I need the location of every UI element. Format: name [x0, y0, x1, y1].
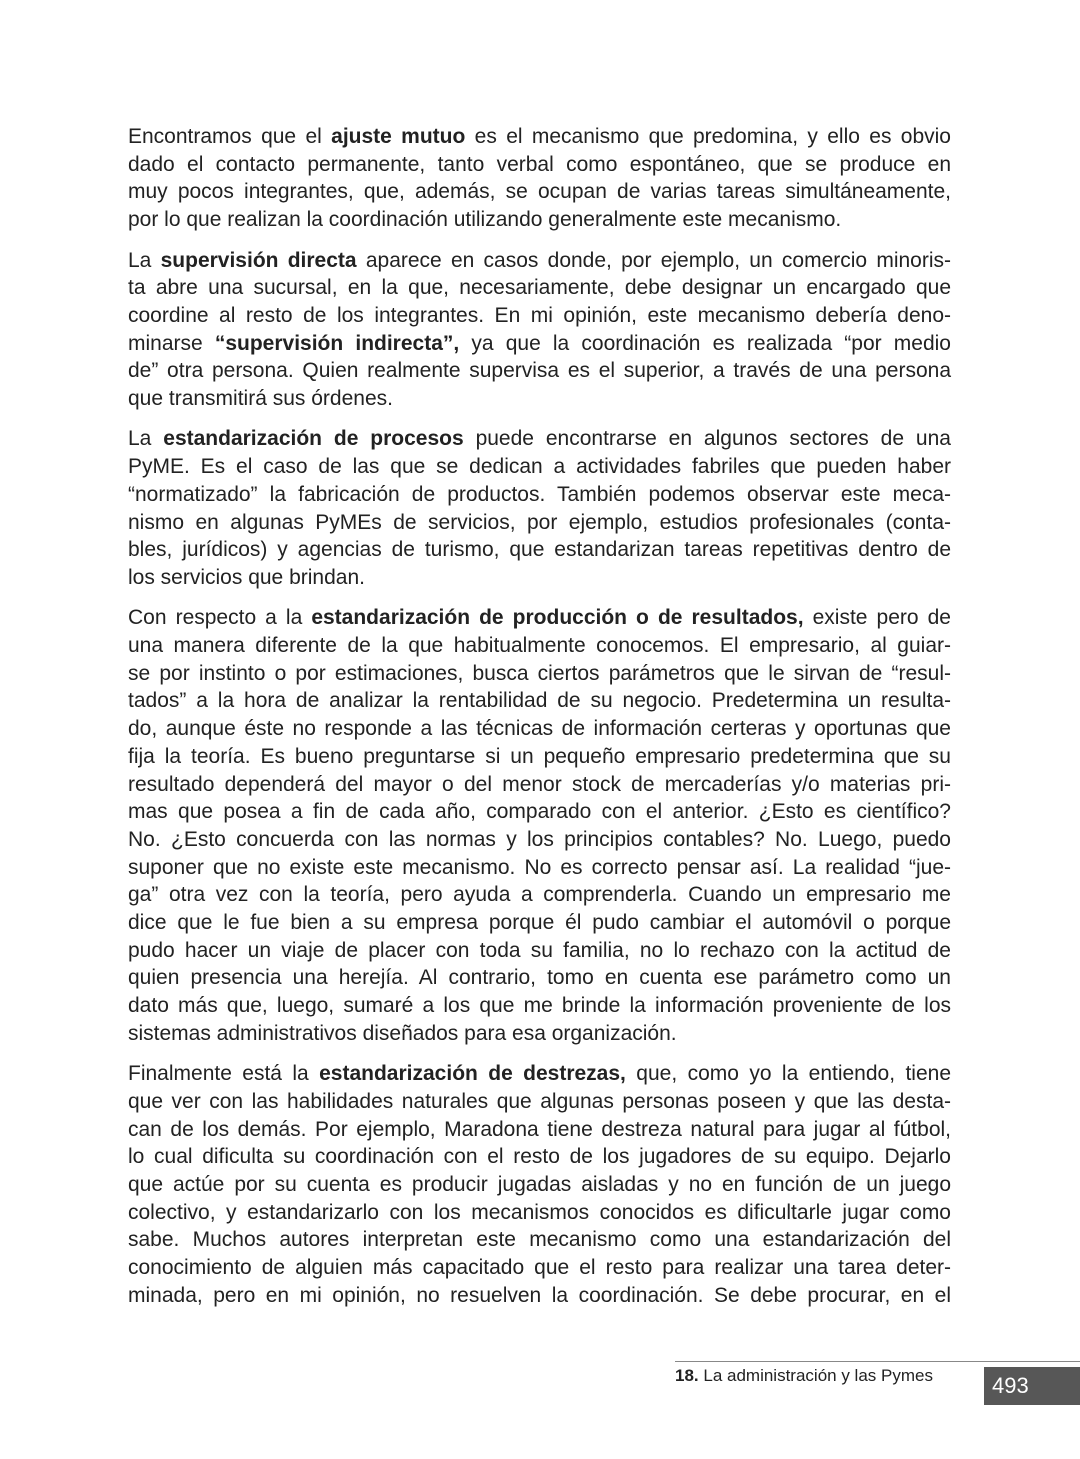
bold-term: estandarización de procesos [163, 427, 464, 451]
bold-term: “supervisión indirecta”, [214, 331, 460, 355]
text-span: aparece en casos donde, por ejemplo, un comercio minoris- [356, 248, 952, 272]
paragraph [128, 247, 951, 413]
text-line: los servicios que brindan. [128, 565, 365, 589]
bold-term: estandarización de producción o de resultados, [311, 606, 804, 630]
text-line: dice que le fue bien a su empresa porque él pudo cambiar el automóvil o porque [128, 910, 951, 934]
text-span: La [128, 427, 164, 451]
text-line: dado el contacto permanente, tanto verbal como espontáneo, que se produce en [128, 152, 951, 176]
text-line: “normatizado” la fabricación de productos. También podemos observar este meca- [128, 482, 951, 506]
text-line: minada, pero en mi opinión, no resuelven la coordinación. Se debe procurar, en el [128, 1283, 951, 1307]
text-line: muy pocos integrantes, que, además, se ocupan de varias tareas simultáneamente, [128, 180, 951, 204]
running-footer [675, 1366, 933, 1386]
text-span: existe pero de [803, 606, 951, 630]
text-span: Con respecto a la [128, 606, 312, 630]
text-span: minarse [128, 331, 215, 355]
chapter-number: 18. [675, 1366, 699, 1385]
text-span: Encontramos que el [128, 125, 332, 148]
paragraph [128, 425, 951, 591]
bold-term: estandarización de destrezas, [319, 1062, 626, 1086]
text-line: resultado dependerá del mayor o del menor stock de mercaderías y/o materias pri- [128, 772, 951, 796]
text-span: es el mecanismo que predomina, y ello es obvio [465, 125, 951, 148]
text-line: pudo hacer un viaje de placer con toda su familia, no lo rechazo con la actitud de [128, 938, 951, 962]
text-line [128, 330, 951, 358]
text-line: nismo en algunas PyMEs de servicios, por ejemplo, estudios profesionales (conta- [128, 510, 951, 534]
text-line: una manera diferente de la que habitualmente conocemos. El empresario, al guiar- [128, 634, 951, 658]
text-line: suponer que no existe este mecanismo. No es correcto pensar así. La realidad “jue- [128, 855, 951, 879]
text-span: que, como yo la entiendo, tiene [625, 1062, 951, 1086]
text-line [128, 425, 951, 453]
text-line: colectivo, y estandarizarlo con los mecanismos conocidos es dificultarle jugar como [128, 1200, 951, 1224]
text-span: Finalmente está la [128, 1062, 320, 1086]
text-line: do, aunque éste no responde a las técnicas de información certeras y oportunas que [128, 717, 951, 741]
text-line: lo cual dificulta su coordinación con el resto de los jugadores de su equipo. Dejarlo [128, 1145, 951, 1169]
text-line: No. ¿Esto concuerda con las normas y los principios contables? No. Luego, puedo [128, 827, 951, 851]
text-line: conocimiento de alguien más capacitado que el resto para realizar una tarea deter- [128, 1256, 951, 1279]
text-line: que ver con las habilidades naturales que algunas personas poseen y que las desta- [128, 1089, 951, 1113]
text-line: mas que posea a fin de cada año, comparado con el anterior. ¿Esto es científico? [128, 800, 951, 824]
bold-term: supervisión directa [160, 248, 357, 272]
text-line: por lo que realizan la coordinación utilizando generalmente este mecanismo. [128, 208, 842, 232]
text-line [128, 604, 951, 632]
text-line [128, 123, 951, 151]
text-line: sabe. Muchos autores interpretan este mecanismo como una estandarización del [128, 1228, 951, 1252]
text-line: que transmitirá sus órdenes. [128, 386, 393, 410]
text-span: puede encontrarse en algunos sectores de una [463, 427, 951, 451]
text-line: PyME. Es el caso de las que se dedican a actividades fabriles que pueden haber [128, 455, 951, 479]
text-line: quien presencia una herejía. Al contrario, tomo en cuenta ese parámetro como un [128, 966, 951, 990]
page-number-box [984, 1367, 1080, 1405]
text-line: can de los demás. Por ejemplo, Maradona tiene destreza natural para jugar al fútbol, [128, 1117, 951, 1141]
text-line: que actúe por su cuenta es producir jugadas aisladas y no en función de un juego [128, 1172, 951, 1196]
paragraph [128, 1060, 951, 1309]
text-line: fija la teoría. Es bueno preguntarse si un pequeño empresario predetermina que su [128, 744, 951, 768]
text-line: coordine al resto de los integrantes. En mi opinión, este mecanismo debería deno- [128, 303, 951, 327]
text-line: bles, jurídicos) y agencias de turismo, que estandarizan tareas repetitivas dentro de [128, 538, 951, 562]
text-line: ta abre una sucursal, en la que, necesariamente, debe designar un encargado que [128, 276, 951, 300]
text-span: La [128, 248, 161, 272]
paragraph [128, 123, 951, 234]
text-span: ya que la coordinación es realizada “por medio [459, 331, 951, 355]
paragraph [128, 604, 951, 1047]
text-line [128, 1060, 951, 1088]
page-number: 493 [992, 1373, 1029, 1398]
body-text [128, 123, 951, 1322]
text-line: se por instinto o por estimaciones, busca ciertos parámetros que le sirvan de “resul- [128, 661, 951, 685]
text-line: sistemas administrativos diseñados para esa organización. [128, 1021, 677, 1045]
text-line: ga” otra vez con la teoría, pero ayuda a comprenderla. Cuando un empresario me [128, 883, 951, 907]
text-line: dato más que, luego, sumaré a los que me brinde la información proveniente de los [128, 994, 951, 1018]
chapter-title: La administración y las Pymes [698, 1366, 933, 1385]
text-line: de” otra persona. Quien realmente supervisa es el superior, a través de una persona [128, 359, 951, 383]
text-line: tados” a la hora de analizar la rentabilidad de su negocio. Predetermina un resulta- [128, 689, 951, 713]
footer-divider [675, 1361, 1080, 1362]
text-line [128, 247, 951, 275]
bold-term: ajuste mutuo [331, 125, 466, 148]
